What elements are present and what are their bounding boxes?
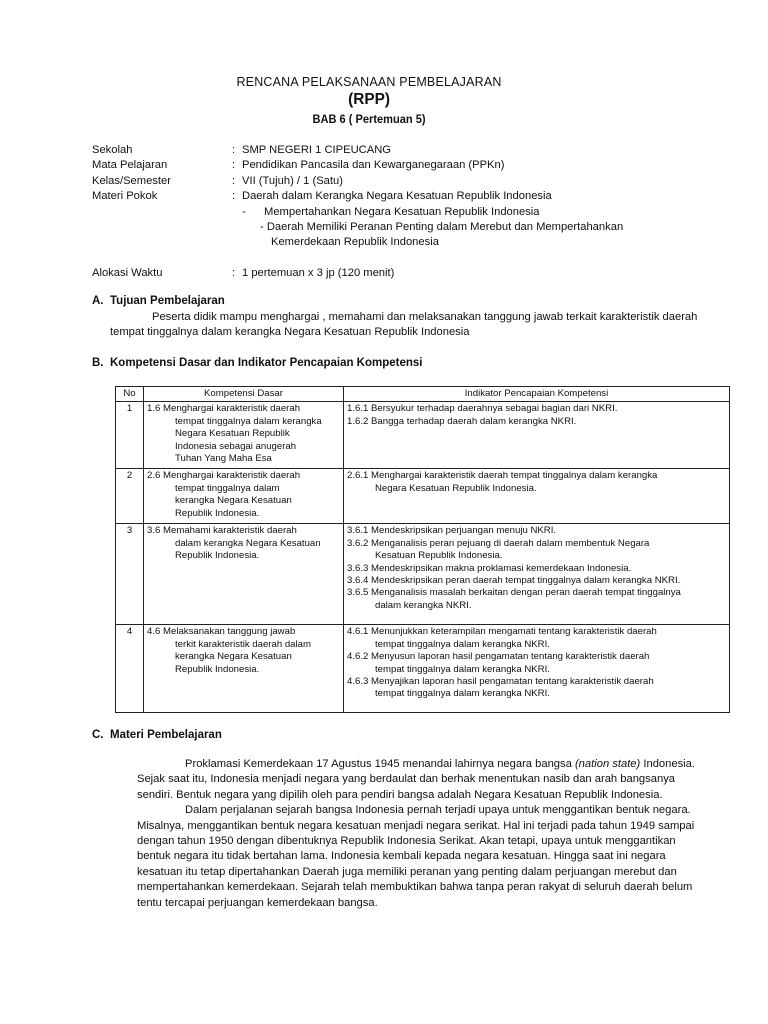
label-mata-pelajaran: Mata Pelajaran bbox=[92, 159, 168, 171]
kd-line: Republik Indonesia. bbox=[175, 663, 260, 675]
section-a-text: tempat tinggalnya dalam kerangka Negara Kesatuan Republik Indonesia bbox=[110, 326, 470, 338]
indicator-line: tempat tinggalnya dalam kerangka NKRI. bbox=[375, 638, 550, 650]
table-row bbox=[116, 524, 730, 625]
label-kelas-semester: Kelas/Semester bbox=[92, 175, 171, 187]
row-number: 1 bbox=[116, 402, 144, 469]
kd-line: tempat tinggalnya dalam kerangka bbox=[175, 415, 322, 427]
section-a-title: Tujuan Pembelajaran bbox=[110, 295, 225, 307]
chapter-heading: BAB 6 ( Pertemuan 5) bbox=[312, 114, 426, 126]
label-materi-pokok: Materi Pokok bbox=[92, 190, 158, 202]
p1-italic: (nation state) bbox=[574, 758, 641, 770]
colon: : bbox=[232, 175, 236, 187]
kd-line: Negara Kesatuan Republik bbox=[175, 428, 290, 440]
document-subtitle: (RPP) bbox=[348, 91, 390, 108]
section-c-title: Materi Pembelajaran bbox=[110, 729, 222, 741]
kd-line: 3.6 Memahami karakteristik daerah bbox=[147, 525, 297, 537]
competency-table bbox=[115, 386, 730, 713]
materi-sub-dash: - bbox=[242, 206, 246, 218]
header-no: No bbox=[116, 387, 144, 402]
section-c-letter: C. bbox=[92, 729, 104, 741]
indicator-line: 3.6.4 Mendeskripsikan peran daerah tempat tinggalnya dalam kerangka NKRI. bbox=[347, 575, 681, 587]
colon: : bbox=[232, 190, 236, 202]
colon: : bbox=[232, 159, 236, 171]
label-sekolah: Sekolah bbox=[92, 144, 133, 156]
paragraph-line: mempertahankan kemerdekaan. Sejarah telah membuktikan bahwa tanpa peran rakyat di seluruh daerah belum bbox=[137, 881, 693, 894]
kd-cell bbox=[144, 524, 344, 625]
document-title: RENCANA PELAKSANAAN PEMBELAJARAN bbox=[236, 74, 502, 89]
materi-sub-line: - Daerah Memiliki Peranan Penting dalam Merebut dan Mempertahankan bbox=[260, 221, 624, 233]
paragraph-line: dengan tahun 1950 dengan dibentuknya Republik Indonesia Serikat. Akan tetapi, upaya untuk menggantikan bbox=[137, 835, 676, 848]
indicator-cell bbox=[344, 524, 730, 625]
indicator-cell bbox=[344, 625, 730, 713]
table-row bbox=[116, 402, 730, 469]
kd-cell bbox=[144, 469, 344, 524]
indicator-line: 1.6.1 Bersyukur terhadap daerahnya sebagai bagian dari NKRI. bbox=[347, 403, 618, 415]
kd-line: 4.6 Melaksanakan tanggung jawab bbox=[147, 626, 296, 638]
p1-start: Proklamasi Kemerdekaan 17 Agustus 1945 menandai lahirnya negara bangsa bbox=[185, 758, 575, 770]
value-mata-pelajaran: Pendidikan Pancasila dan Kewarganegaraan (PPKn) bbox=[242, 159, 505, 171]
colon: : bbox=[232, 144, 236, 156]
row-number: 2 bbox=[116, 469, 144, 524]
section-a-text: Peserta didik mampu menghargai , memahami dan melaksanakan tanggung jawab terkait karakteristik daerah bbox=[152, 311, 698, 323]
kd-line: dalam kerangka Negara Kesatuan bbox=[175, 537, 321, 549]
p1-end: Indonesia. bbox=[640, 758, 695, 770]
section-b-letter: B. bbox=[92, 357, 104, 369]
paragraph-line: Sejak saat itu, Indonesia menjadi negara yang berdaulat dan berhak menentukan nasib dan arah bangsanya bbox=[137, 773, 676, 786]
kd-line: Republik Indonesia. bbox=[175, 550, 260, 562]
kd-line: 1.6 Menghargai karakteristik daerah bbox=[147, 403, 301, 415]
kd-line: tempat tinggalnya dalam bbox=[175, 482, 280, 494]
indicator-line: 3.6.2 Menganalisis peran pejuang di daerah dalam membentuk Negara bbox=[347, 537, 650, 549]
kd-line: Republik Indonesia. bbox=[175, 507, 260, 519]
indicator-line: 3.6.3 Mendeskripsikan makna proklamasi kemerdekaan Indonesia. bbox=[347, 562, 632, 574]
materi-paragraph bbox=[137, 757, 721, 911]
paragraph-line: bentuk negara itu tidak bertahan lama. Indonesia kembali kepada negara kesatuan. Hingga saat ini negara bbox=[137, 850, 666, 863]
value-materi-pokok: Daerah dalam Kerangka Negara Kesatuan Republik Indonesia bbox=[242, 190, 552, 202]
indicator-line: 4.6.3 Menyajikan laporan hasil pengamatan tentang karakteristik daerah bbox=[347, 676, 654, 688]
indicator-line: 4.6.1 Menunjukkan keterampilan mengamati tentang karakteristik daerah bbox=[347, 626, 657, 638]
paragraph-line: Misalnya, menggantikan bentuk negara kesatuan menjadi negara serikat. Hal ini terjadi pada tahun 1949 sampai bbox=[137, 819, 695, 832]
kd-cell bbox=[144, 402, 344, 469]
section-a-letter: A. bbox=[92, 295, 104, 307]
indicator-line: tempat tinggalnya dalam kerangka NKRI. bbox=[375, 688, 550, 700]
kd-line: 2.6 Menghargai karakteristik daerah bbox=[147, 470, 301, 482]
paragraph-line: Dalam perjalanan sejarah bangsa Indonesia pernah terjadi upaya untuk menggantikan bentuk negara. bbox=[185, 804, 691, 817]
kd-line: kerangka Negara Kesatuan bbox=[175, 651, 292, 663]
header-kompetensi-dasar: Kompetensi Dasar bbox=[144, 387, 344, 402]
indicator-line: 1.6.2 Bangga terhadap daerah dalam kerangka NKRI. bbox=[347, 415, 577, 427]
header-indikator: Indikator Pencapaian Kompetensi bbox=[344, 387, 730, 402]
table-row bbox=[116, 469, 730, 524]
indicator-line: dalam kerangka NKRI. bbox=[375, 599, 472, 611]
kd-line: terkit karakteristik daerah dalam bbox=[175, 638, 311, 650]
kd-line: Tuhan Yang Maha Esa bbox=[175, 453, 272, 465]
row-number: 3 bbox=[116, 524, 144, 625]
table-row bbox=[116, 625, 730, 713]
kd-cell bbox=[144, 625, 344, 713]
value-alokasi-waktu: 1 pertemuan x 3 jp (120 menit) bbox=[242, 267, 395, 279]
table-header-row bbox=[116, 387, 730, 402]
row-number: 4 bbox=[116, 625, 144, 713]
paragraph-line: kesatuan itu tetap dipertahankan Daerah juga memiliki peranan yang penting dalam perjuangan merebut dan bbox=[137, 865, 677, 878]
value-kelas-semester: VII (Tujuh) / 1 (Satu) bbox=[242, 175, 343, 187]
indicator-line: 3.6.5 Menganalisis masalah berkaitan dengan peran daerah tempat tinggalnya bbox=[347, 587, 681, 599]
indicator-line: 3.6.1 Mendeskripsikan perjuangan menuju NKRI. bbox=[347, 525, 557, 537]
indicator-cell bbox=[344, 402, 730, 469]
indicator-line: 4.6.2 Menyusun laporan hasil pengamatan tentang karakteristik daerah bbox=[347, 651, 650, 663]
indicator-line: tempat tinggalnya dalam kerangka NKRI. bbox=[375, 663, 550, 675]
value-sekolah: SMP NEGERI 1 CIPEUCANG bbox=[242, 144, 391, 156]
section-b-title: Kompetensi Dasar dan Indikator Pencapaian Kompetensi bbox=[110, 357, 423, 369]
label-alokasi-waktu: Alokasi Waktu bbox=[92, 267, 163, 279]
paragraph-line: tentu tercapai perjuangan kemerdekaan bangsa. bbox=[137, 896, 378, 909]
indicator-cell bbox=[344, 469, 730, 524]
paragraph-line bbox=[137, 757, 721, 772]
kd-line: kerangka Negara Kesatuan bbox=[175, 495, 292, 507]
indicator-line: Negara Kesatuan Republik Indonesia. bbox=[375, 482, 537, 494]
indicator-line: Kesatuan Republik Indonesia. bbox=[375, 550, 503, 562]
materi-sub-line: Mempertahankan Negara Kesatuan Republik Indonesia bbox=[264, 206, 540, 218]
materi-sub-line: Kemerdekaan Republik Indonesia bbox=[271, 236, 439, 248]
colon: : bbox=[232, 267, 236, 279]
kd-line: Indonesia sebagai anugerah bbox=[175, 440, 297, 452]
paragraph-line: sendiri. Bentuk negara yang dipilih oleh para pendiri bangsa adalah Negara Kesatuan Republik Indonesia. bbox=[137, 788, 663, 801]
indicator-line: 2.6.1 Menghargai karakteristik daerah tempat tinggalnya dalam kerangka bbox=[347, 470, 658, 482]
